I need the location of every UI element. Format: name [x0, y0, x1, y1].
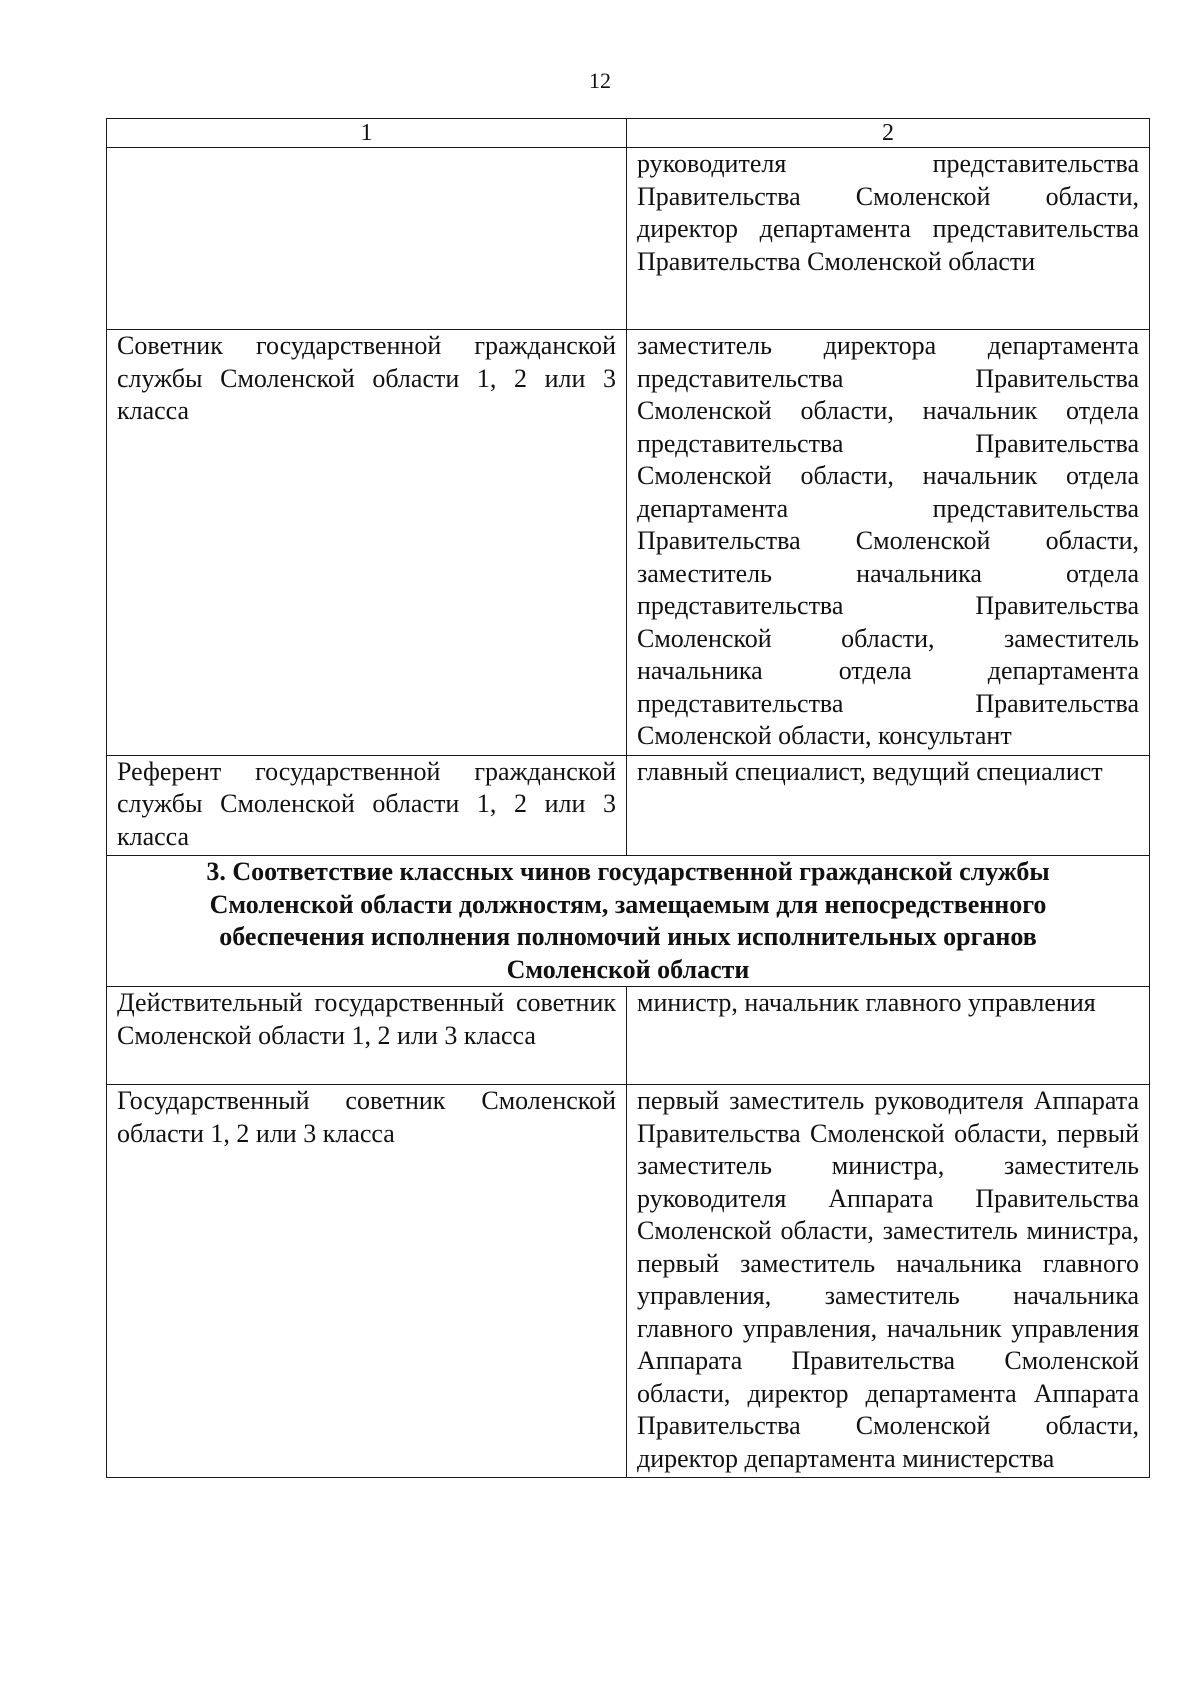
column-number-2: 2 — [627, 119, 1150, 148]
rank-cell — [107, 148, 627, 330]
table-row — [107, 1085, 1150, 1478]
section-3-title: 3. Соответствие классных чинов государственной гражданской службы Смоленской области должностям, замещаемым для непосредственного обеспечения исполнения полномочий иных исполнительных органов Смоленской области — [107, 856, 1150, 987]
positions-cell: руководителя представительства Правительства Смоленской области, директор департамента представительства Правительства Смоленской области — [627, 148, 1150, 330]
column-number-1: 1 — [107, 119, 627, 148]
section-heading-row — [107, 856, 1150, 987]
table-row — [107, 148, 1150, 330]
positions-cell: первый заместитель руководителя Аппарата Правительства Смоленской области, первый заместитель министра, заместитель руководителя Аппарата Правительства Смоленской области, заместитель министра, первый заместитель начальника главного управления, заместитель начальника главного управления, начальник управления Аппарата Правительства Смоленской области, директор департамента Аппарата Правительства Смоленской области, директор департамента министерства — [627, 1085, 1150, 1478]
table-row — [107, 755, 1150, 856]
positions-cell: министр, начальник главного управления — [627, 987, 1150, 1085]
ranks-table — [106, 118, 1150, 1478]
table-header-row — [107, 119, 1150, 148]
rank-cell: Референт государственной гражданской службы Смоленской области 1, 2 или 3 класса — [107, 755, 627, 856]
positions-cell: заместитель директора департамента представительства Правительства Смоленской области, начальник отдела представительства Правительства Смоленской области, начальник отдела департамента представительства Правительства Смоленской области, заместитель начальника отдела представительства Правительства Смоленской области, заместитель начальника отдела департамента представительства Правительства Смоленской области, консультант — [627, 330, 1150, 756]
table-row — [107, 987, 1150, 1085]
positions-cell: главный специалист, ведущий специалист — [627, 755, 1150, 856]
rank-cell: Действительный государственный советник Смоленской области 1, 2 или 3 класса — [107, 987, 627, 1085]
page-number: 12 — [589, 68, 611, 93]
rank-cell: Государственный советник Смоленской области 1, 2 или 3 класса — [107, 1085, 627, 1478]
table-row — [107, 330, 1150, 756]
rank-cell: Советник государственной гражданской службы Смоленской области 1, 2 или 3 класса — [107, 330, 627, 756]
